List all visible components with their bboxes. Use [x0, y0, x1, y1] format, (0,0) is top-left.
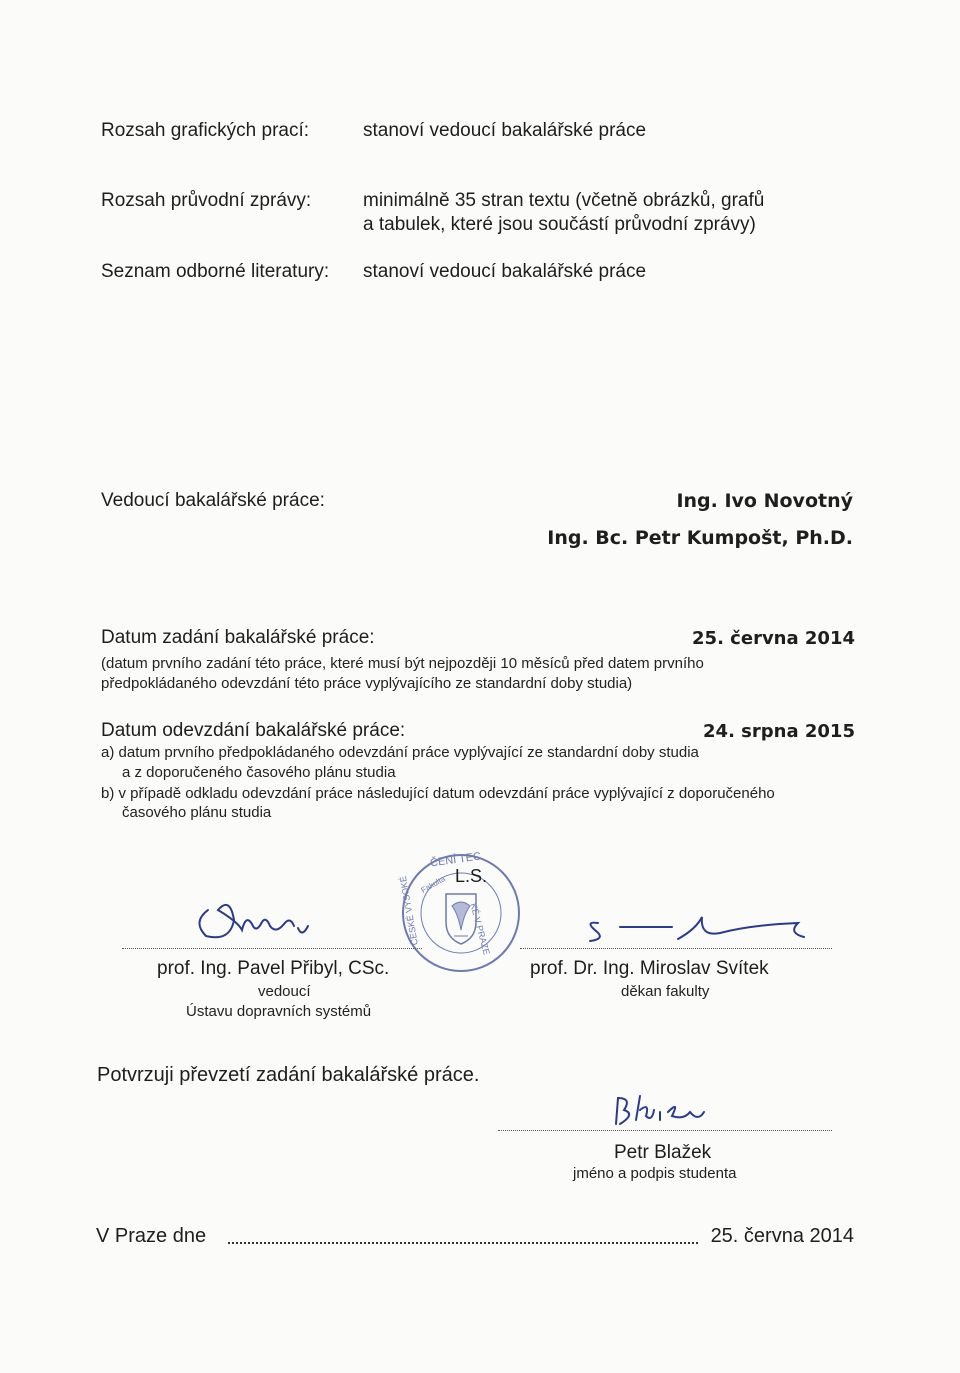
stamp-text-right: KÉ V PRAZE [468, 902, 492, 956]
supervisor-name-2: Ing. Bc. Petr Kumpošt, Ph.D. [547, 527, 853, 549]
supervisor-label: Vedoucí bakalářské práce: [101, 490, 325, 511]
submission-note-a-line2: a z doporučeného časového plánu studia [122, 764, 396, 781]
graphic-scope-label: Rozsah grafických prací: [101, 120, 310, 141]
assignment-date-label: Datum zadání bakalářské práce: [101, 627, 375, 648]
right-signature-line [520, 948, 832, 949]
dean-name: prof. Dr. Ing. Miroslav Svítek [530, 958, 769, 979]
left-signature-line [122, 948, 422, 949]
report-scope-value-line1: minimálně 35 stran textu (včetně obrázků, grafů [363, 190, 765, 211]
student-caption: jméno a podpis studenta [573, 1165, 737, 1182]
supervisor-name-1: Ing. Ivo Novotný [676, 490, 853, 512]
student-name: Petr Blažek [614, 1142, 712, 1163]
stamp-faculty-text: Fakulta [419, 874, 447, 895]
literature-value: stanoví vedoucí bakalářské práce [363, 261, 647, 282]
submission-date-value: 24. srpna 2015 [703, 721, 855, 742]
head-of-department-signature [190, 880, 340, 955]
dean-role: děkan fakulty [621, 983, 710, 1000]
submission-note-a-line1: a) datum prvního předpokládaného odevzdání práce vyplývající ze standardní doby studia [101, 744, 699, 761]
stamp-text-top: ČENÍ TEC [429, 850, 482, 870]
place-label: V Praze dne [96, 1225, 207, 1247]
literature-label: Seznam odborné literatury: [101, 261, 330, 282]
head-of-department-unit: Ústavu dopravních systémů [186, 1003, 372, 1020]
graphic-scope-value: stanoví vedoucí bakalářské práce [363, 120, 647, 141]
stamp-text-left: ČESKÉ VYSOKÉ [397, 875, 420, 946]
report-scope-value-line2: a tabulek, které jsou součástí průvodní zprávy) [363, 214, 756, 235]
assignment-date-note-line1: (datum prvního zadání této práce, které musí být nejpozději 10 měsíců před datem prvního [101, 655, 704, 672]
confirmation-text: Potvrzuji převzetí zadání bakalářské práce. [97, 1064, 480, 1086]
stamp-ls-mark: L.S. [455, 866, 488, 886]
student-signature [610, 1090, 730, 1135]
assignment-date-note-line2: předpokládaného odevzdání této práce vyplývajícího ze standardní doby studia) [101, 675, 633, 692]
report-scope-label: Rozsah průvodní zprávy: [101, 190, 312, 211]
submission-note-b-line2: časového plánu studia [122, 804, 272, 821]
footer-date-line [228, 1242, 698, 1244]
head-of-department-name: prof. Ing. Pavel Přibyl, CSc. [157, 958, 390, 979]
student-signature-line [498, 1130, 832, 1131]
head-of-department-role: vedoucí [258, 983, 311, 1000]
submission-note-b-line1: b) v případě odkladu odevzdání práce následující datum odevzdání práce vyplývající z doporučeného [101, 785, 775, 802]
assignment-date-value: 25. června 2014 [692, 628, 855, 649]
submission-date-label: Datum odevzdání bakalářské práce: [101, 720, 406, 741]
footer-date: 25. června 2014 [710, 1225, 854, 1247]
